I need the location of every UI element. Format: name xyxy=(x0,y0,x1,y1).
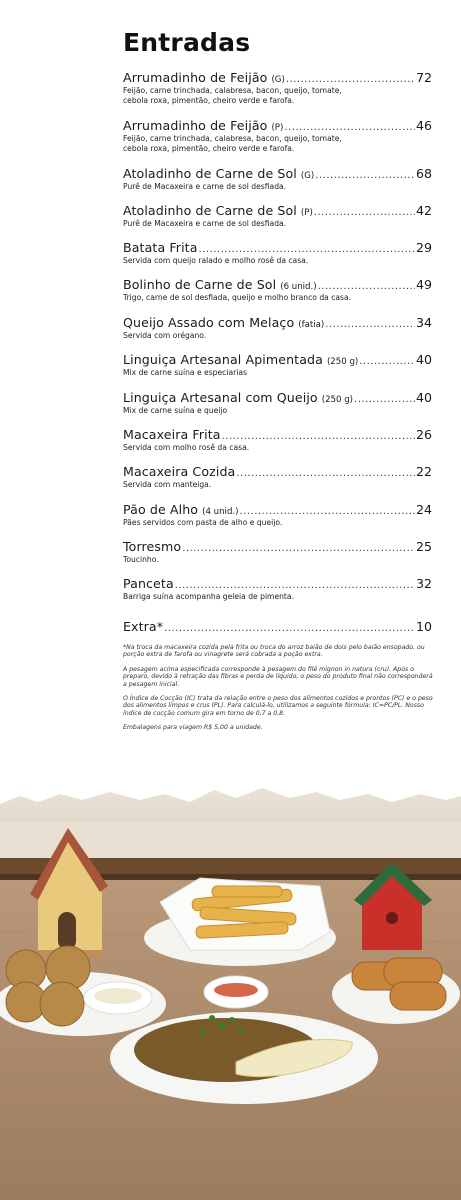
item-description: Purê de Macaxeira e carne de sol desfiada. xyxy=(123,182,287,191)
item-price: 32 xyxy=(415,576,432,591)
item-description: Servida com molho rosê da casa. xyxy=(123,443,250,452)
menu-item xyxy=(123,315,432,340)
item-name: Linguiça Artesanal Apimentada xyxy=(123,352,323,367)
menu-item xyxy=(123,390,432,415)
item-description: Mix de carne suína e especiarias xyxy=(123,368,247,377)
menu-item xyxy=(123,118,432,153)
item-portion: (P) xyxy=(271,123,284,133)
menu-item xyxy=(123,427,432,452)
item-name: Panceta xyxy=(123,576,174,591)
item-name: Macaxeira Frita xyxy=(123,427,221,442)
item-name: Arrumadinho de Feijão xyxy=(123,118,268,133)
item-price: 24 xyxy=(415,502,432,517)
item-portion: (G) xyxy=(300,171,315,181)
item-price: 29 xyxy=(415,240,432,255)
menu-item xyxy=(123,502,432,527)
item-portion: (250 g) xyxy=(321,395,354,405)
menu-item xyxy=(123,277,432,302)
item-price: 40 xyxy=(415,352,432,367)
item-name: Atoladinho de Carne de Sol xyxy=(123,166,297,181)
item-price: 25 xyxy=(415,539,432,554)
dot-leader xyxy=(199,244,415,255)
menu-item xyxy=(123,352,432,377)
item-description: Mix de carne suína e queijo xyxy=(123,406,228,415)
item-description: Barriga suína acompanha geleia de pimenta. xyxy=(123,592,294,601)
dot-leader xyxy=(325,319,415,330)
item-description: Feijão, carne trinchada, calabresa, bacon, queijo, tomate, xyxy=(123,86,342,95)
dot-leader xyxy=(164,623,415,634)
note: *Na troca da macaxeira cozida pela frita ou troca do arroz baião de dois pelo baião ensopado, ou porção extra de farofa ou vinagrete será cobrada a poção extra. xyxy=(123,644,425,659)
item-price: 46 xyxy=(415,118,432,133)
menu-item xyxy=(123,576,432,601)
item-name: Extra* xyxy=(123,619,164,634)
item-name: Queijo Assado com Melaço xyxy=(123,315,295,330)
item-description: Servida com manteiga. xyxy=(123,480,212,489)
item-description: Toucinho. xyxy=(123,555,159,564)
dot-leader xyxy=(359,356,415,367)
item-price: 34 xyxy=(415,315,432,330)
item-name: Pão de Alho xyxy=(123,502,199,517)
menu-item xyxy=(123,619,432,634)
dot-leader xyxy=(314,207,415,218)
item-portion: (G) xyxy=(271,75,285,85)
note: O Índice de Cocção (IC) trata da relação entre o peso dos alimentos cozidos e prontos (PC) e o peso dos alimentos limpos e crus (PL). Para calculá-lo, utilizamos a seguinte fórmula: IC=PC/PL. Nosso índice de cocção comum gira em torno de 0,7 a 0,8. xyxy=(123,695,433,717)
item-price: 42 xyxy=(415,203,432,218)
item-description: Feijão, carne trinchada, calabresa, bacon, queijo, tomate, xyxy=(123,134,342,143)
item-description: Purê de Macaxeira e carne de sol desfiada. xyxy=(123,219,287,228)
item-description: Trigo, carne de sol desfiada, queijo e molho branco da casa. xyxy=(123,293,352,302)
dot-leader xyxy=(315,170,415,181)
item-name: Torresmo xyxy=(123,539,182,554)
dot-leader xyxy=(175,580,415,591)
item-portion: (4 unid.) xyxy=(202,507,239,517)
item-price: 68 xyxy=(415,166,432,181)
menu-item xyxy=(123,539,432,564)
item-price: 26 xyxy=(415,427,432,442)
item-portion: (250 g) xyxy=(326,357,359,367)
dot-leader xyxy=(222,431,415,442)
food-photo xyxy=(0,782,461,1200)
item-portion: (6 unid.) xyxy=(280,282,317,292)
dot-leader xyxy=(286,74,415,85)
item-description: Servida com queijo ralado e molho rosê da casa. xyxy=(123,256,309,265)
item-price: 10 xyxy=(415,619,432,634)
item-price: 40 xyxy=(415,390,432,405)
item-portion: (P) xyxy=(300,208,313,218)
menu-item xyxy=(123,70,432,105)
note: Embalagens para viagem R$ 5,00 a unidade. xyxy=(123,724,263,732)
dot-leader xyxy=(354,394,415,405)
item-description: cebola roxa, pimentão, cheiro verde e farofa. xyxy=(123,96,295,106)
note: A pesagem acima especificada corresponde à pesagem do filé mignon in natura (cru). Após o preparo, devido à retração das fibras e perda de líquido, o peso do produto final não corresponderá a pesagem inicial. xyxy=(123,665,433,688)
item-name: Linguiça Artesanal com Queijo xyxy=(123,390,318,405)
dot-leader xyxy=(284,122,415,133)
dot-leader xyxy=(236,468,415,479)
menu-item xyxy=(123,166,432,191)
item-name: Bolinho de Carne de Sol xyxy=(123,277,277,292)
item-name: Macaxeira Cozida xyxy=(123,464,236,479)
footnotes xyxy=(123,644,435,739)
item-price: 22 xyxy=(415,464,432,479)
item-name: Atoladinho de Carne de Sol xyxy=(123,203,297,218)
menu-item xyxy=(123,203,432,228)
item-description: Servida com orégano. xyxy=(123,331,207,340)
item-description: Pães servidos com pasta de alho e queijo. xyxy=(123,518,283,527)
item-name: Arrumadinho de Feijão xyxy=(123,70,268,85)
item-name: Batata Frita xyxy=(123,240,198,255)
dot-leader xyxy=(239,506,414,517)
menu-section xyxy=(123,28,432,72)
item-description: cebola roxa, pimentão, cheiro verde e farofa. xyxy=(123,144,295,154)
item-price: 72 xyxy=(415,70,432,85)
menu-item xyxy=(123,240,432,265)
section-title: Entradas xyxy=(123,28,251,57)
item-portion: (fatia) xyxy=(298,320,325,330)
item-price: 49 xyxy=(415,277,432,292)
dot-leader xyxy=(182,543,415,554)
dot-leader xyxy=(318,281,415,292)
menu-item xyxy=(123,464,432,489)
